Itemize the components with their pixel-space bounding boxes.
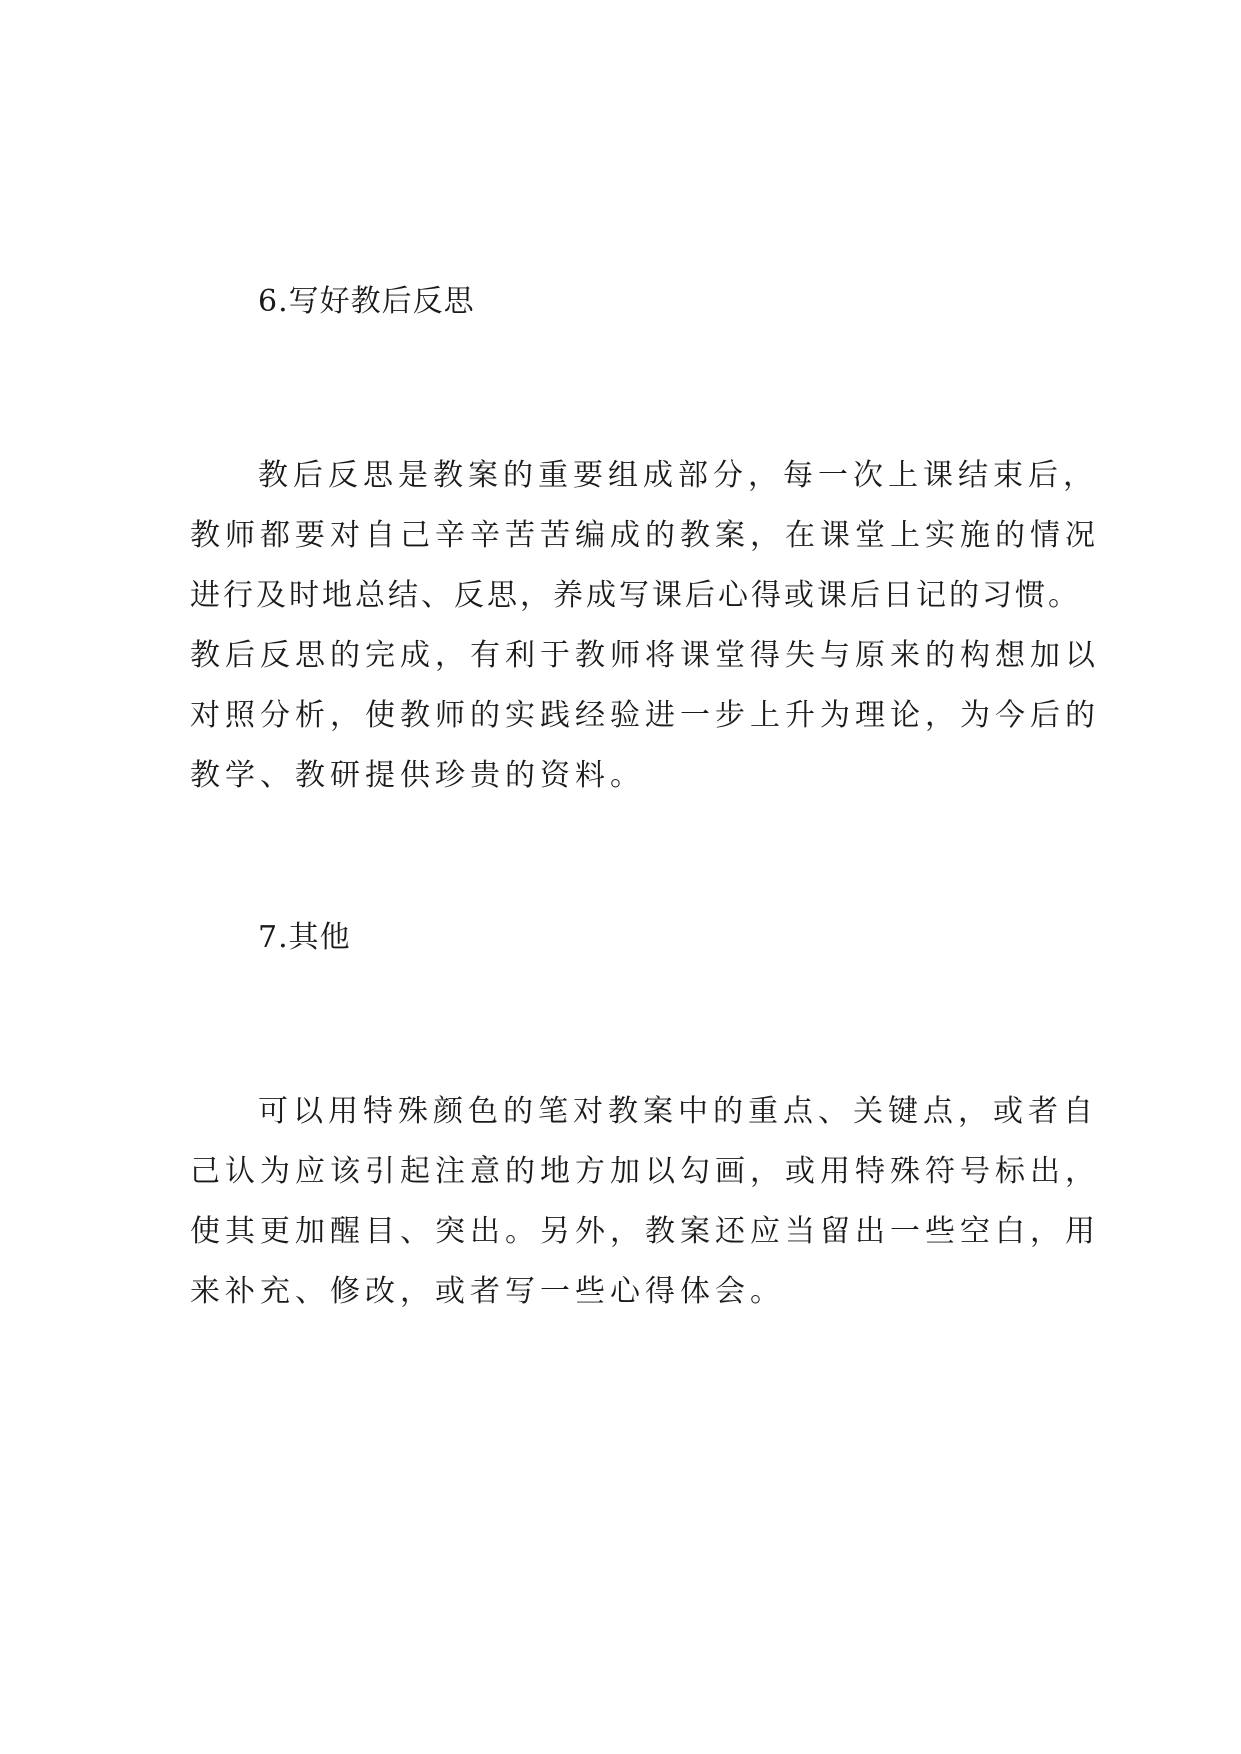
paragraph-line: 使其更加醒目、突出。另外，教案还应当留出一些空白，用	[190, 1214, 1100, 1249]
paragraph-line: 对照分析，使教师的实践经验进一步上升为理论，为今后的	[190, 698, 1100, 733]
section-6-paragraph	[190, 446, 1100, 806]
paragraph-line: 进行及时地总结、反思，养成写课后心得或课后日记的习惯。	[190, 578, 1081, 613]
paragraph-line: 可以用特殊颜色的笔对教案中的重点、关键点，或者自	[258, 1094, 1098, 1129]
paragraph-line: 来补充、修改，或者写一些心得体会。	[190, 1274, 785, 1309]
paragraph-line: 教后反思的完成，有利于教师将课堂得失与原来的构想加以	[190, 638, 1100, 673]
paragraph-line: 教后反思是教案的重要组成部分，每一次上课结束后，	[258, 458, 1098, 493]
paragraph-line: 己认为应该引起注意的地方加以勾画，或用特殊符号标出，	[190, 1154, 1100, 1189]
paragraph-line: 教师都要对自己辛辛苦苦编成的教案，在课堂上实施的情况	[190, 518, 1100, 553]
section-7-paragraph	[190, 1082, 1100, 1322]
paragraph-line: 教学、教研提供珍贵的资料。	[190, 758, 645, 793]
section-6-heading: 6.写好教后反思	[258, 284, 475, 319]
section-7-heading: 7.其他	[258, 920, 351, 955]
